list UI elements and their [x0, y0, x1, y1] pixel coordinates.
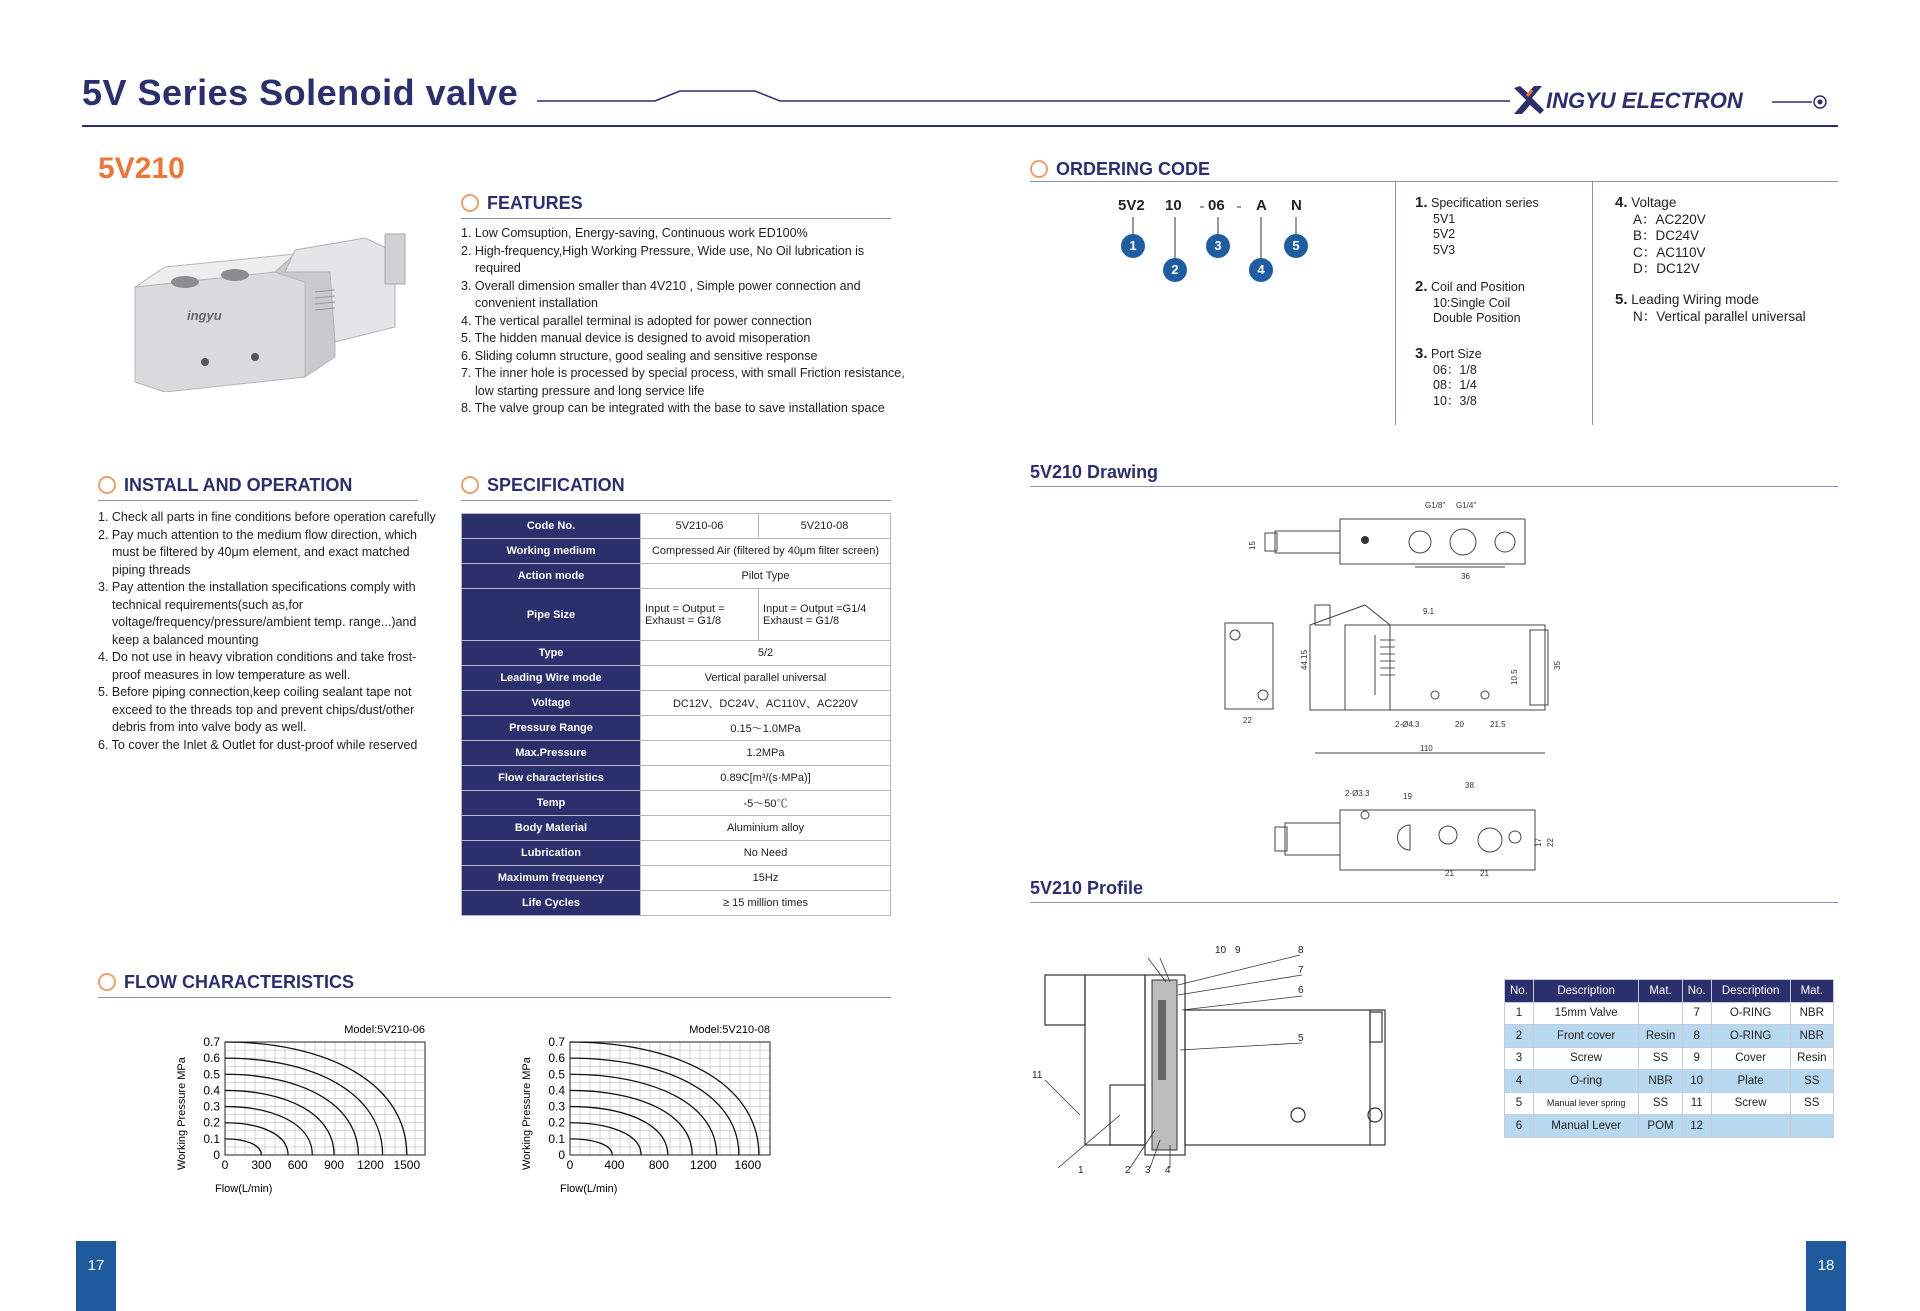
ordering-title [1030, 159, 1210, 180]
item-number: 4. [1615, 194, 1628, 211]
y-tick-label: 0.1 [203, 1131, 220, 1146]
list-item: 4. Do not use in heavy vibration conditions and take frost-proof measures in low temperature as well. [98, 650, 417, 682]
table-cell: Resin [1790, 1047, 1833, 1070]
code-bubble: 4 [1249, 258, 1273, 282]
item-line: B：DC24V [1633, 228, 1700, 243]
svg-text:ingyu: ingyu [187, 308, 222, 323]
table-cell [1711, 1115, 1790, 1138]
page-title: 5V Series Solenoid valve [82, 72, 519, 113]
dim-label: 22 [1546, 838, 1555, 847]
page-number-right: 18 [1806, 1241, 1846, 1311]
flow-title [98, 972, 354, 993]
table-cell: O-RING [1711, 1025, 1790, 1048]
profile-underline [1030, 902, 1838, 903]
table-cell: 6 [1505, 1115, 1534, 1138]
x-axis-label: Flow(L/min) [560, 1183, 618, 1195]
list-item: 3. Overall dimension smaller than 4V210 , Simple power connection and convenient installation [461, 278, 861, 310]
dim-label: 17 [1534, 838, 1543, 847]
spec-value: 15Hz [641, 866, 891, 891]
brand-logo-icon [1512, 84, 1544, 116]
profile-callout: 6 [1298, 985, 1304, 996]
ordering-underline [1030, 181, 1838, 182]
list-item: 1. Check all parts in fine conditions before operation carefully [98, 510, 436, 524]
table-cell: 5 [1505, 1092, 1534, 1115]
dim-label: 10.5 [1510, 669, 1519, 685]
install-title [98, 475, 352, 496]
page-number-left: 17 [76, 1241, 116, 1311]
item-line: 10:Single Coil [1433, 295, 1511, 310]
spec-value: 0.15〜1.0MPa [641, 716, 891, 741]
table-cell: SS [1639, 1092, 1682, 1115]
spec-label: Pipe Size [462, 589, 641, 641]
y-tick-label: 0.6 [548, 1051, 565, 1066]
profile-callout: 5 [1298, 1033, 1304, 1044]
list-item: 4. The vertical parallel terminal is adopted for power connection [461, 313, 812, 328]
column-header: No. [1682, 980, 1711, 1003]
y-tick-label: 0.3 [203, 1099, 220, 1114]
chart-title: Model:5V210-08 [689, 1024, 770, 1036]
table-cell: Screw [1711, 1092, 1790, 1115]
y-tick-label: 0.7 [548, 1035, 565, 1049]
list-item: 3. Pay attention the installation specifications comply with technical requirements(such as,for voltage/frequency/pressure/ambient temp. range...)and keep a balanced mounting [98, 580, 417, 647]
dim-label: 110 [1420, 744, 1433, 753]
spec-title-text: SPECIFICATION [487, 475, 625, 495]
install-title-text: INSTALL AND OPERATION [124, 475, 353, 495]
x-tick-label: 400 [604, 1158, 625, 1172]
table-cell: 10 [1682, 1070, 1711, 1093]
table-cell: SS [1790, 1092, 1833, 1115]
list-item: 5. The hidden manual device is designed to avoid misoperation [461, 331, 811, 345]
code-part-coil: 10 [1165, 197, 1182, 214]
model-name: 5V210 [98, 152, 185, 185]
list-item: 1. Low Comsuption, Energy-saving, Continuous work ED100% [461, 226, 808, 240]
table-header-row [1505, 980, 1834, 1003]
table-cell: Plate [1711, 1070, 1790, 1093]
ordering-voltage [1615, 195, 1706, 278]
code-bubble: 5 [1284, 234, 1308, 258]
y-tick-label: 0.4 [548, 1083, 565, 1098]
dim-label: 38 [1465, 781, 1474, 790]
code-part-series: 5V2 [1118, 197, 1145, 214]
table-row [462, 666, 891, 691]
spec-label: Lubrication [462, 841, 641, 866]
code-bubble: 1 [1121, 234, 1145, 258]
spec-value: No Need [641, 841, 891, 866]
profile-drawing [1030, 940, 1460, 1180]
spec-value: DC12V、DC24V、AC110V、AC220V [641, 691, 891, 716]
table-cell: 8 [1682, 1025, 1711, 1048]
table-row [1505, 1025, 1834, 1048]
table-row [1505, 1092, 1834, 1115]
profile-callout: 9 [1235, 945, 1241, 956]
features-title [461, 193, 583, 214]
y-tick-label: 0.3 [548, 1099, 565, 1114]
x-tick-label: 900 [324, 1158, 345, 1172]
spec-label: Flow characteristics [462, 766, 641, 791]
install-underline [98, 500, 418, 501]
flow-chart-5v210-06 [170, 1015, 450, 1195]
parts-table [1504, 979, 1834, 1138]
dim-label: G1/8" [1425, 501, 1446, 510]
x-tick-label: 1200 [689, 1158, 717, 1172]
spec-table [461, 513, 891, 916]
y-axis-label: Working Pressure MPa [176, 1057, 188, 1170]
item-line: 08：1/4 [1433, 378, 1477, 392]
ordering-port-size [1415, 346, 1482, 409]
table-cell: 4 [1505, 1070, 1534, 1093]
features-underline [461, 218, 891, 219]
table-row [462, 766, 891, 791]
x-tick-label: 1600 [734, 1158, 762, 1172]
dim-label: 9.1 [1423, 607, 1435, 616]
ordering-divider [1592, 182, 1593, 425]
spec-title [461, 475, 625, 496]
spec-label: Life Cycles [462, 891, 641, 916]
product-image [125, 232, 425, 392]
spec-label: Pressure Range [462, 716, 641, 741]
chart-title: Model:5V210-06 [344, 1024, 425, 1036]
features-icon [461, 194, 479, 212]
spec-label: Code No. [462, 514, 641, 539]
item-title: Specification series [1431, 196, 1539, 210]
flow-underline [98, 997, 891, 998]
spec-value: Vertical parallel universal [641, 666, 891, 691]
table-cell: NBR [1790, 1002, 1833, 1025]
table-cell: 1 [1505, 1002, 1534, 1025]
profile-callout: 1 [1078, 1165, 1084, 1176]
gear-icon [461, 476, 479, 494]
item-line: 5V3 [1433, 242, 1456, 257]
spec-underline [461, 500, 891, 501]
dim-label: 15 [1248, 541, 1257, 550]
item-title: Leading Wiring mode [1631, 292, 1759, 307]
column-header: Mat. [1639, 980, 1682, 1003]
drawing-underline [1030, 486, 1838, 487]
header-divider [82, 125, 1838, 127]
y-tick-label: 0.2 [548, 1115, 565, 1130]
y-tick-label: 0.5 [548, 1067, 565, 1082]
table-cell: Cover [1711, 1047, 1790, 1070]
item-line: 10：3/8 [1433, 393, 1477, 408]
item-line: N：Vertical parallel universal [1633, 308, 1806, 324]
spec-value: 5V210-06 [641, 514, 759, 539]
ordering-coil-position [1415, 279, 1525, 327]
install-list [98, 509, 438, 754]
table-cell: 2 [1505, 1025, 1534, 1048]
item-number: 1. [1415, 194, 1428, 211]
list-item: 6. Sliding column structure, good sealing and sensitive response [461, 348, 818, 363]
item-number: 2. [1415, 278, 1428, 295]
table-row [462, 539, 891, 564]
item-title: Coil and Position [1431, 280, 1525, 294]
column-header: Description [1533, 980, 1638, 1003]
list-item: 2. High-frequency,High Working Pressure, Wide use, No Oil lubrication is required [461, 243, 865, 275]
y-tick-label: 0.6 [203, 1051, 220, 1066]
y-tick-label: 0 [213, 1148, 220, 1162]
profile-callout: 10 [1215, 945, 1227, 956]
y-tick-label: 0.2 [203, 1115, 220, 1130]
dim-label: 21 [1480, 869, 1489, 878]
spec-label: Type [462, 641, 641, 666]
profile-callout: 4 [1165, 1165, 1171, 1176]
ordering-title-text: ORDERING CODE [1056, 159, 1211, 179]
dim-label: 35 [1553, 661, 1562, 670]
y-tick-label: 0.7 [203, 1035, 220, 1049]
table-cell: 3 [1505, 1047, 1534, 1070]
list-item: 8. The valve group can be integrated with the base to save installation space [461, 401, 885, 415]
spec-label: Temp [462, 791, 641, 816]
x-tick-label: 800 [648, 1158, 669, 1172]
dim-label: 21 [1445, 869, 1454, 878]
item-line: D：DC12V [1633, 261, 1700, 276]
item-line: 06：1/8 [1433, 362, 1477, 377]
table-row [462, 514, 891, 539]
table-cell: O-RING [1711, 1002, 1790, 1025]
header-rule [535, 85, 1520, 107]
y-tick-label: 0.1 [548, 1131, 565, 1146]
spec-value: -5〜50℃ [641, 791, 891, 816]
table-row [1505, 1002, 1834, 1025]
brand-name: INGYU ELECTRON [1546, 88, 1743, 113]
x-axis-label: Flow(L/min) [215, 1183, 273, 1195]
item-line: 5V2 [1433, 227, 1456, 241]
dim-label: 44.15 [1300, 649, 1309, 670]
y-tick-label: 0 [558, 1148, 565, 1162]
table-cell: NBR [1790, 1025, 1833, 1048]
code-part-voltage: A [1256, 197, 1267, 214]
spec-value: 5V210-08 [759, 514, 891, 539]
table-cell: SS [1790, 1070, 1833, 1093]
table-row [462, 841, 891, 866]
spec-value: ≥ 15 million times [641, 891, 891, 916]
spec-value: Aluminium alloy [641, 816, 891, 841]
spec-label: Max.Pressure [462, 741, 641, 766]
spec-label: Voltage [462, 691, 641, 716]
spec-value: Input = Output = Exhaust = G1/8 [641, 589, 759, 641]
spec-value: 5/2 [641, 641, 891, 666]
code-part-port: 06 [1208, 197, 1225, 214]
flow-title-text: FLOW CHARACTERISTICS [124, 972, 354, 992]
ordering-divider [1395, 182, 1396, 425]
spec-value: Input = Output =G1/4 Exhaust = G1/8 [759, 589, 891, 641]
table-cell: Manual lever spring [1533, 1092, 1638, 1115]
dim-label: 19 [1403, 792, 1412, 801]
cart-icon [1030, 160, 1048, 178]
table-cell: 15mm Valve [1533, 1002, 1638, 1025]
item-line: 5V1 [1433, 211, 1456, 226]
y-axis-label: Working Pressure MPa [521, 1057, 533, 1170]
profile-callout: 3 [1145, 1165, 1151, 1176]
dim-label: 21.5 [1490, 720, 1506, 729]
dim-label: 20 [1455, 720, 1464, 729]
table-row [462, 641, 891, 666]
spec-label: Body Material [462, 816, 641, 841]
spec-value: Compressed Air (filtered by 40μm filter screen) [641, 539, 891, 564]
spec-label: Maximum frequency [462, 866, 641, 891]
profile-callout: 2 [1125, 1165, 1131, 1176]
table-row [462, 866, 891, 891]
profile-callout: 8 [1298, 945, 1304, 956]
profile-callout: 7 [1298, 965, 1304, 976]
table-row [462, 716, 891, 741]
profile-callout: 11 [1032, 1070, 1043, 1081]
dim-label: 22 [1243, 716, 1252, 725]
table-cell: Manual Lever [1533, 1115, 1638, 1138]
table-row [462, 891, 891, 916]
dim-label: 2-Ø3.3 [1345, 789, 1370, 798]
table-cell: Screw [1533, 1047, 1638, 1070]
features-title-text: FEATURES [487, 193, 583, 213]
table-row [1505, 1070, 1834, 1093]
dim-label: G1/4" [1456, 501, 1477, 510]
table-row [462, 691, 891, 716]
list-item: 7. The inner hole is processed by special process, with small Friction resistance, low starting pressure and long service life [461, 366, 905, 398]
table-cell: 11 [1682, 1092, 1711, 1115]
table-cell: POM [1639, 1115, 1682, 1138]
table-cell: 12 [1682, 1115, 1711, 1138]
table-row [462, 564, 891, 589]
table-cell: Front cover [1533, 1025, 1638, 1048]
column-header: No. [1505, 980, 1534, 1003]
code-bubble: 2 [1163, 258, 1187, 282]
table-cell: SS [1639, 1047, 1682, 1070]
table-cell: 7 [1682, 1002, 1711, 1025]
code-part-wiring: N [1291, 197, 1302, 214]
item-line: A：AC220V [1633, 211, 1706, 227]
spec-label: Leading Wire mode [462, 666, 641, 691]
brand-rule [1770, 90, 1830, 114]
x-tick-label: 300 [251, 1158, 272, 1172]
item-number: 5. [1615, 291, 1628, 308]
list-item: 2. Pay much attention to the medium flow direction, which must be filtered by 40μm element, and exact matched piping threads [98, 527, 417, 577]
features-list [461, 225, 911, 418]
table-cell: O-ring [1533, 1070, 1638, 1093]
item-line: Double Position [1433, 311, 1521, 325]
wrench-icon [98, 476, 116, 494]
spec-value: 1.2MPa [641, 741, 891, 766]
list-item: 5. Before piping connection,keep coiling sealant tape not exceed to the threads top and prevent chips/dust/other debris from into valve body as well. [98, 685, 415, 734]
item-number: 3. [1415, 345, 1428, 362]
profile-title: 5V210 Profile [1030, 878, 1144, 898]
item-line: C：AC110V [1633, 244, 1706, 260]
dim-label: 36 [1461, 572, 1470, 581]
table-cell [1790, 1115, 1833, 1138]
ordering-wiring [1615, 292, 1806, 325]
item-title: Port Size [1431, 347, 1482, 361]
table-row [462, 791, 891, 816]
table-cell: Resin [1639, 1025, 1682, 1048]
drawing-title: 5V210 Drawing [1030, 462, 1159, 482]
table-row [1505, 1047, 1834, 1070]
item-title: Voltage [1631, 195, 1677, 210]
column-header: Description [1711, 980, 1790, 1003]
y-tick-label: 0.4 [203, 1083, 220, 1098]
table-row [462, 741, 891, 766]
table-cell [1639, 1002, 1682, 1025]
flow-chart-5v210-08 [515, 1015, 795, 1195]
spec-value: 0.89C[m³/(s·MPa)] [641, 766, 891, 791]
column-header: Mat. [1790, 980, 1833, 1003]
table-cell: NBR [1639, 1070, 1682, 1093]
table-row [462, 589, 891, 641]
code-bubble: 3 [1206, 234, 1230, 258]
ordering-spec-series [1415, 195, 1539, 258]
table-row [462, 816, 891, 841]
spec-label: Working medium [462, 539, 641, 564]
y-tick-label: 0.5 [203, 1067, 220, 1082]
spec-value: Pilot Type [641, 564, 891, 589]
technical-drawing [1215, 495, 1645, 895]
x-tick-label: 1200 [357, 1158, 384, 1172]
dim-label: 2-Ø4.3 [1395, 720, 1420, 729]
list-item: 6. To cover the Inlet & Outlet for dust-proof while reserved [98, 737, 418, 752]
table-cell: 9 [1682, 1047, 1711, 1070]
x-tick-label: 0 [221, 1158, 229, 1172]
table-row [1505, 1115, 1834, 1138]
x-tick-label: 0 [566, 1158, 574, 1172]
flow-icon [98, 973, 116, 991]
x-tick-label: 600 [287, 1158, 308, 1172]
spec-label: Action mode [462, 564, 641, 589]
x-tick-label: 1500 [393, 1158, 421, 1172]
